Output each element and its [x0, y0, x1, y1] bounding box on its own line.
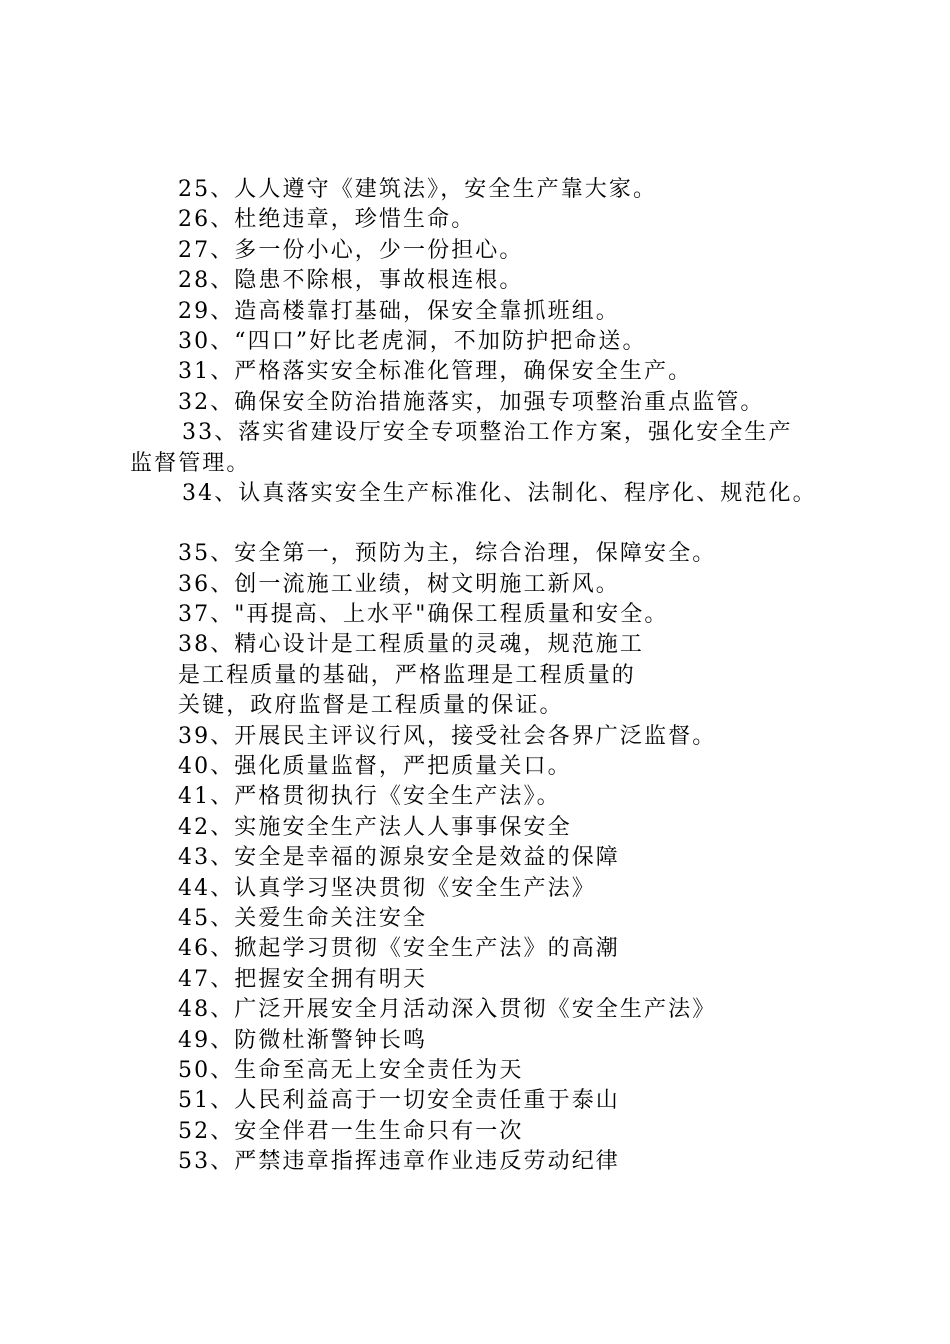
slogan-line: 48、广泛开展安全月活动深入贯彻《安全生产法》: [178, 997, 717, 1023]
slogan-line: 43、安全是幸福的源泉安全是效益的保障: [178, 845, 620, 871]
slogan-line: 53、严禁违章指挥违章作业违反劳动纪律: [178, 1149, 620, 1175]
slogan-line: 36、创一流施工业绩，树文明施工新风。: [178, 571, 620, 597]
slogan-line: 42、实施安全生产法人人事事保安全: [178, 814, 572, 840]
slogan-line: 47、把握安全拥有明天: [178, 966, 428, 992]
slogan-line: 38、精心设计是工程质量的灵魂，规范施工: [178, 632, 644, 658]
slogan-line: 52、安全伴君一生生命只有一次: [178, 1118, 524, 1144]
slogan-line: 28、隐患不除根，事故根连根。: [178, 268, 524, 294]
slogan-line: 29、造高楼靠打基础，保安全靠抓班组。: [178, 298, 620, 324]
slogan-line: 44、认真学习坚决贯彻《安全生产法》: [178, 875, 596, 901]
slogan-line: 25、人人遵守《建筑法》，安全生产靠大家。: [178, 177, 658, 202]
slogan-list: [0, 175, 950, 1178]
slogan-line: 46、掀起学习贯彻《安全生产法》的高潮: [178, 936, 620, 962]
slogan-line: 39、开展民主评议行风，接受社会各界广泛监督。: [178, 723, 717, 749]
slogan-line: 49、防微杜渐警钟长鸣: [178, 1027, 428, 1053]
slogan-line: 37、"再提高、上水平"确保工程质量和安全。: [178, 602, 669, 628]
slogan-line: 30、“四口”好比老虎洞，不加防护把命送。: [178, 328, 647, 354]
slogan-line: 40、强化质量监督，严把质量关口。: [178, 754, 572, 780]
slogan-line: 45、关爱生命关注安全: [178, 905, 428, 931]
slogan-line: 50、生命至高无上安全责任为天: [178, 1057, 524, 1083]
slogan-line: 41、严格贯彻执行《安全生产法》。: [178, 784, 561, 810]
paragraph-gap: [0, 509, 950, 539]
slogan-line: 31、严格落实安全标准化管理，确保安全生产。: [178, 359, 693, 385]
slogan-line: 关键，政府监督是工程质量的保证。: [178, 693, 564, 719]
slogan-line: 是工程质量的基础，严格监理是工程质量的: [178, 662, 636, 688]
slogan-line: 51、人民利益高于一切安全责任重于泰山: [178, 1088, 620, 1114]
slogan-line: 35、安全第一，预防为主，综合治理，保障安全。: [178, 541, 717, 567]
slogan-line: 33、落实省建设厅安全专项整治工作方案，强化安全生产: [182, 420, 793, 446]
slogan-line: 34、认真落实安全生产标准化、法制化、程序化、规范化。: [182, 480, 817, 506]
slogan-line: 32、确保安全防治措施落实，加强专项整治重点监管。: [178, 389, 765, 415]
slogan-line: 监督管理。: [130, 450, 251, 476]
slogan-line: 26、杜绝违章，珍惜生命。: [178, 207, 476, 233]
slogan-line: 27、多一份小心，少一份担心。: [178, 237, 524, 263]
